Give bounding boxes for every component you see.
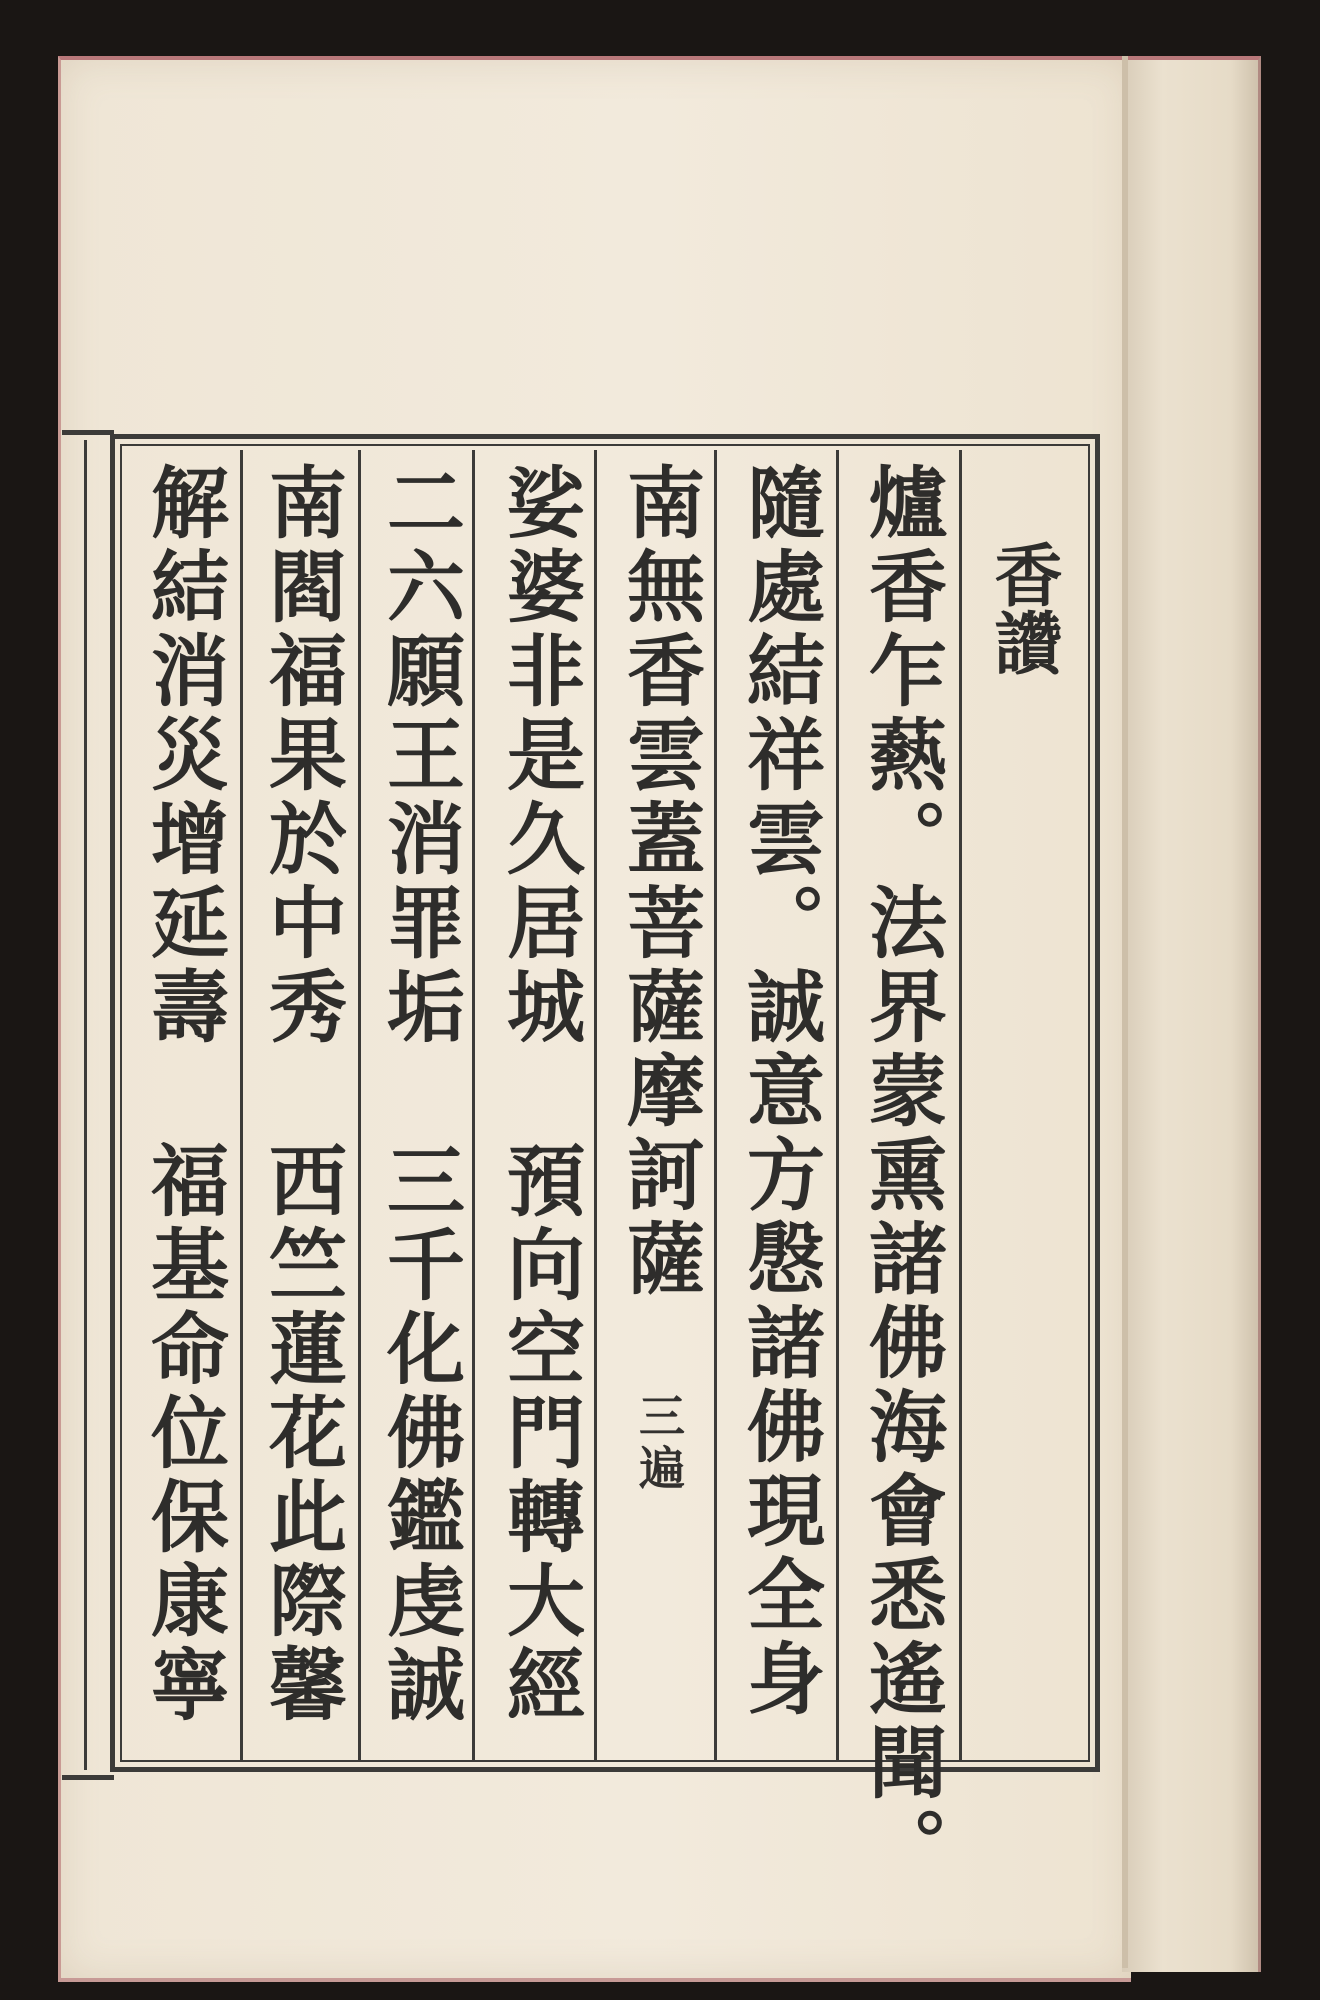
verse-text: 隨處結祥雲。誠意方慇諸佛現全身 bbox=[734, 462, 825, 1722]
verse-text: 南無香雲蓋菩薩摩訶薩 bbox=[614, 462, 705, 1302]
book-spine-edge bbox=[1122, 56, 1261, 1972]
facing-page-rule bbox=[84, 440, 87, 1770]
verse-text: 南閻福果於中秀 bbox=[256, 462, 347, 1050]
verse-text: 三千化佛鑑虔誠 bbox=[374, 1140, 465, 1728]
text-column bbox=[246, 462, 356, 1728]
text-column bbox=[364, 462, 474, 1728]
text-column bbox=[724, 462, 834, 1722]
page-fold bbox=[1122, 56, 1128, 1968]
text-column bbox=[128, 462, 238, 1728]
verse-text: 二六願王消罪垢 bbox=[374, 462, 465, 1050]
section-title bbox=[968, 540, 1078, 676]
text-column bbox=[604, 462, 714, 1496]
verse-text: 福基命位保康寧 bbox=[138, 1140, 229, 1728]
text-column bbox=[846, 462, 956, 1890]
verse-text: 西竺蓮花此際馨 bbox=[256, 1140, 347, 1728]
verse-text: 爐香乍爇。法界蒙熏諸佛海會悉遙聞。 bbox=[856, 462, 947, 1890]
verse-text: 解結消災增延壽 bbox=[138, 462, 229, 1050]
verse-text: 娑婆非是久居城 bbox=[494, 462, 585, 1050]
verse-text: 預向空門轉大經 bbox=[494, 1140, 585, 1728]
section-title-text: 香讚 bbox=[983, 540, 1063, 676]
text-column bbox=[484, 462, 594, 1728]
repeat-note: 三遍 bbox=[632, 1392, 686, 1496]
facing-page-border bbox=[62, 430, 114, 1780]
